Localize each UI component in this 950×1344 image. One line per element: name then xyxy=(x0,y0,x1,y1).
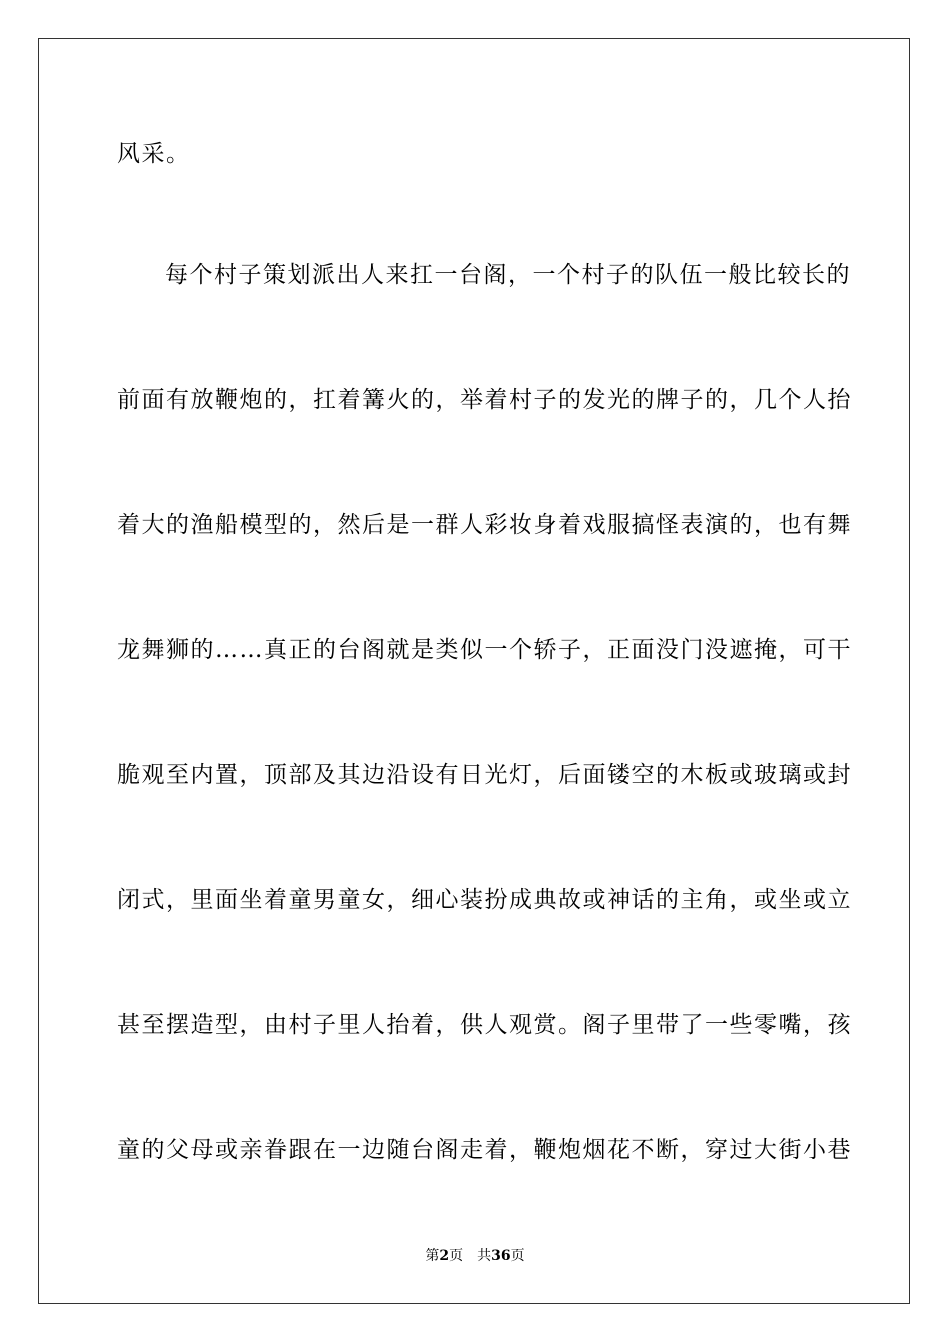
page-footer xyxy=(0,1247,950,1265)
paragraph-first-line: 每个村子策划派出人来扛一台阁，一个村子的队伍一般比较长的 xyxy=(165,262,851,288)
body-text-line: 甚至摆造型，由村子里人抬着，供人观赏。阁子里带了一些零嘴，孩 xyxy=(117,1012,852,1038)
page-frame xyxy=(38,38,910,1304)
page-suffix: 页 xyxy=(449,1248,464,1264)
total-pages: 36 xyxy=(491,1248,511,1264)
body-text-line: 龙舞狮的……真正的台阁就是类似一个轿子，正面没门没遮掩，可干 xyxy=(117,637,852,663)
body-text-line: 脆观至内置，顶部及其边沿设有日光灯，后面镂空的木板或玻璃或封 xyxy=(117,762,852,788)
body-text-line: 着大的渔船模型的，然后是一群人彩妆身着戏服搞怪表演的，也有舞 xyxy=(117,512,852,538)
body-text-line: 风采。 xyxy=(117,141,191,167)
page-number: 2 xyxy=(439,1248,450,1264)
body-text-line: 闭式，里面坐着童男童女，细心装扮成典故或神话的主角，或坐或立 xyxy=(117,887,852,913)
body-text-line: 童的父母或亲眷跟在一边随台阁走着，鞭炮烟花不断，穿过大街小巷 xyxy=(117,1137,852,1163)
body-text-line: 前面有放鞭炮的，扛着篝火的，举着村子的发光的牌子的，几个人抬 xyxy=(117,387,852,413)
total-prefix: 共 xyxy=(477,1248,492,1264)
page-prefix: 第 xyxy=(425,1248,440,1264)
total-suffix: 页 xyxy=(510,1248,525,1264)
